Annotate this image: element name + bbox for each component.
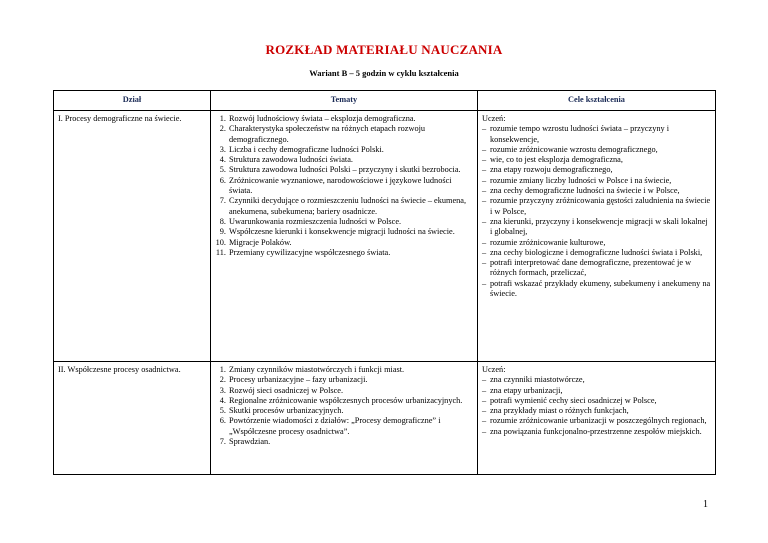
cel-item: – potrafi wskazać przykłady ekumeny, subekumeny i anekumeny na świecie. (482, 279, 711, 300)
dzial-cell: I. Procesy demograficzne na świecie. (54, 111, 211, 362)
temat-item: 1. Rozwój ludnościowy świata – eksplozja demograficzna. (219, 114, 416, 123)
temat-item: 5. Skutki procesów urbanizacyjnych. (219, 406, 344, 416)
header-dzial: Dział (54, 91, 211, 111)
temat-item: 5. Struktura zawodowa ludności Polski – przyczyny i skutki bezrobocia. (219, 165, 461, 175)
temat-item: 7. Sprawdzian. (219, 437, 271, 447)
temat-item: 1. Zmiany czynników miastotwórczych i funkcji miast. (219, 365, 405, 374)
temat-item: 4. Struktura zawodowa ludności świata. (219, 155, 353, 165)
temat-item: 9. Współczesne kierunki i konsekwencje migracji ludności na świecie. (219, 227, 455, 237)
cel-item: – zna powiązania funkcjonalno-przestrzenne zespołów miejskich. (482, 427, 711, 437)
temat-item: 3. Liczba i cechy demograficzne ludności Polski. (219, 144, 384, 154)
cele-list (482, 375, 711, 437)
header-cele: Cele kształcenia (478, 91, 716, 111)
cel-item: – zna czynniki miastotwórcze, (482, 375, 711, 385)
temat-item: 2. Procesy urbanizacyjne – fazy urbanizacji. (219, 375, 368, 385)
cele-cell (478, 111, 716, 362)
cel-item: – rozumie zróżnicowanie wzrostu demograficznego, (482, 145, 711, 155)
cel-item: – zna etapy rozwoju demograficznego, (482, 165, 711, 175)
temat-item: 8. Uwarunkowania rozmieszczenia ludności w Polsce. (219, 216, 402, 226)
cel-item: – zna kierunki, przyczyny i konsekwencje migracji w skali lokalnej i globalnej, (482, 217, 711, 238)
table-header-row (54, 91, 716, 111)
document-subtitle: Wariant B – 5 godzin w cyklu kształcenia (309, 68, 459, 78)
temat-item: 2. Charakterystyka społeczeństw na różnych etapach rozwoju demograficznego. (219, 124, 426, 144)
document-title: ROZKŁAD MATERIAŁU NAUCZANIA (265, 42, 503, 57)
header-tematy: Tematy (211, 91, 478, 111)
temat-item: 4. Regionalne zróżnicowanie współczesnych procesów urbanizacyjnych. (219, 395, 463, 405)
cel-item: – potrafi interpretować dane demograficzne, prezentować je w różnych formach, przeliczać, (482, 258, 711, 279)
tematy-list (215, 114, 473, 258)
cel-item: – zna przykłady miast o różnych funkcjach, (482, 406, 711, 416)
table-row (54, 362, 716, 475)
cele-list (482, 124, 711, 299)
cel-item: – rozumie przyczyny zróżnicowania gęstości zaludnienia na świecie i w Polsce, (482, 196, 711, 217)
dzial-cell: II. Współczesne procesy osadnictwa. (54, 362, 211, 475)
cel-item: – rozumie tempo wzrostu ludności świata – przyczyny i konsekwencje, (482, 124, 711, 145)
cel-item: – zna cechy biologiczne i demograficzne ludności świata i Polski, (482, 248, 711, 258)
cele-intro: Uczeń: (482, 365, 506, 374)
cel-item: – rozumie zróżnicowanie kulturowe, (482, 238, 711, 248)
cel-item: – potrafi wymienić cechy sieci osadniczej w Polsce, (482, 396, 711, 406)
cele-cell (478, 362, 716, 475)
temat-item: 10. Migracje Polaków. (215, 237, 292, 247)
tematy-cell (211, 111, 478, 362)
temat-item: 7. Czynniki decydujące o rozmieszczeniu ludności na świecie – ekumena, anekumena, subekumena; bariery osadnicze. (219, 196, 467, 216)
cel-item: – rozumie zmiany liczby ludności w Polsce i na świecie, (482, 176, 711, 186)
table-row (54, 111, 716, 362)
tematy-cell (211, 362, 478, 475)
temat-item: 11. Przemiany cywilizacyjne współczesnego świata. (215, 247, 391, 257)
cel-item: – zna etapy urbanizacji, (482, 386, 711, 396)
cel-item: – rozumie zróżnicowanie urbanizacji w poszczególnych regionach, (482, 416, 711, 426)
page-number: 1 (703, 499, 708, 510)
cele-intro: Uczeń: (482, 114, 506, 123)
tematy-list (215, 365, 473, 447)
curriculum-table (53, 90, 716, 475)
temat-item: 6. Powtórzenie wiadomości z działów: „Procesy demograficzne” i „Współczesne procesy osadnictwa”. (219, 416, 441, 436)
cel-item: – wie, co to jest eksplozja demograficzna, (482, 155, 711, 165)
temat-item: 3. Rozwój sieci osadniczej w Polsce. (219, 385, 344, 395)
temat-item: 6. Zróżnicowanie wyznaniowe, narodowościowe i językowe ludności świata. (219, 175, 452, 196)
cel-item: – zna cechy demograficzne ludności na świecie i w Polsce, (482, 186, 711, 196)
